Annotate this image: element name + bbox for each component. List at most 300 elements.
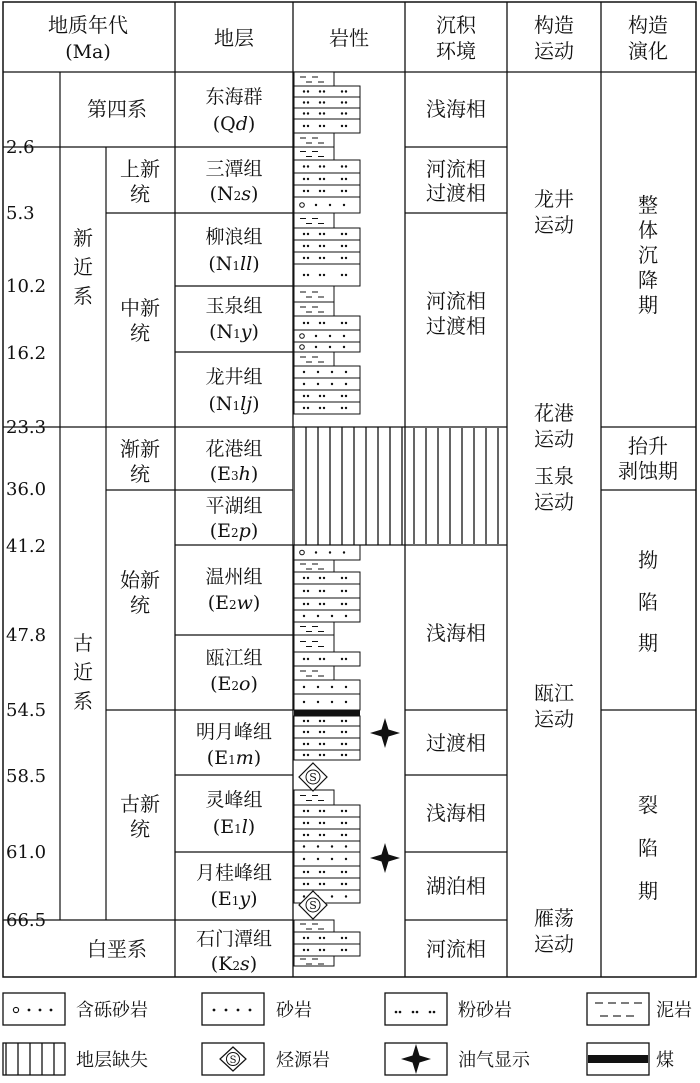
silt-dot — [319, 90, 321, 92]
movement-labels — [534, 187, 574, 956]
formation-code: (N1y) — [209, 321, 259, 343]
formation-name: 月桂峰组 — [195, 862, 273, 884]
silt-dot — [319, 233, 321, 235]
age-label: 36.0 — [6, 479, 47, 500]
lithology-layer — [294, 133, 334, 147]
legend-dot — [39, 1009, 42, 1012]
silt-dot — [341, 90, 343, 92]
silt-dot — [319, 810, 321, 812]
age-label: 58.5 — [6, 766, 47, 787]
sand-dot — [343, 335, 345, 337]
lithology-layer — [294, 666, 334, 680]
silt-dot — [345, 603, 347, 605]
silt-dot — [323, 322, 325, 324]
legend-swatch-pebbly-sandstone — [3, 993, 65, 1025]
lithology-layer — [294, 622, 334, 635]
silt-dot — [307, 822, 309, 824]
silt-dot — [323, 112, 325, 114]
silt-dot — [323, 101, 325, 103]
silt-dot — [345, 90, 347, 92]
silt-dot — [323, 233, 325, 235]
series-oligocene: 渐新 — [120, 437, 160, 461]
sand-dot — [317, 845, 319, 847]
silt-dot — [319, 274, 321, 276]
sand-dot — [329, 204, 331, 206]
system-paleogene: 系 — [73, 689, 93, 713]
evolution-label: 拗 — [638, 548, 658, 572]
silt-dot — [341, 834, 343, 836]
silt-dot — [307, 603, 309, 605]
sand-dot — [317, 383, 319, 385]
silt-dot — [303, 603, 305, 605]
silt-dot — [345, 949, 347, 951]
silt-dot — [341, 407, 343, 409]
oil-gas-show-icon — [370, 843, 400, 873]
silt-dot — [323, 603, 325, 605]
movement-label: 运动 — [534, 427, 574, 451]
header-environment: 环境 — [436, 39, 476, 63]
silt-dot — [319, 407, 321, 409]
silt-dot — [319, 834, 321, 836]
source-rock-icon-letter: S — [309, 771, 317, 784]
silt-dot — [307, 112, 309, 114]
silt-dot — [345, 190, 347, 192]
legend-label-siltstone: 粉砂岩 — [458, 1000, 512, 1021]
silt-dot — [323, 245, 325, 247]
silt-dot — [345, 937, 347, 939]
age-label: 66.5 — [6, 910, 47, 931]
silt-dot — [319, 603, 321, 605]
silt-dot — [319, 395, 321, 397]
formation-code: (N2s) — [209, 183, 259, 205]
silt-dot — [303, 165, 305, 167]
header-stratum: 地层 — [214, 26, 254, 50]
silt-dot — [307, 810, 309, 812]
header-tectonic-evolution: 演化 — [628, 39, 668, 63]
lithology-layer — [294, 956, 334, 966]
hiatus-lithology — [294, 427, 405, 545]
silt-dot — [319, 720, 321, 722]
system-neogene: 近 — [73, 255, 93, 279]
legend-dot — [50, 1009, 53, 1012]
sand-dot — [329, 346, 331, 348]
silt-dot — [307, 257, 309, 259]
silt-dot — [345, 274, 347, 276]
evolution-label: 陷 — [638, 836, 658, 860]
silt-dot — [341, 937, 343, 939]
environment-label: 过渡相 — [426, 314, 486, 338]
silt-dot — [345, 245, 347, 247]
environment-label: 浅海相 — [426, 621, 486, 645]
silt-dot — [319, 245, 321, 247]
silt-dot — [323, 754, 325, 756]
sand-dot — [303, 371, 305, 373]
silt-dot — [303, 233, 305, 235]
silt-dot — [345, 322, 347, 324]
series-oligocene: 统 — [130, 462, 150, 486]
formation-name: 灵峰组 — [205, 789, 263, 811]
silt-dot — [345, 754, 347, 756]
sand-dot — [303, 686, 305, 688]
silt-dot — [345, 407, 347, 409]
legend-swatch-sandstone — [202, 993, 264, 1025]
lithology-layer — [294, 352, 334, 366]
lithology-layer — [294, 147, 334, 160]
silt-dot — [323, 125, 325, 127]
formation-code: (K2s) — [210, 953, 258, 975]
sand-dot — [315, 551, 317, 553]
legend-label-oil-gas: 油气显示 — [458, 1050, 530, 1071]
silt-dot — [345, 822, 347, 824]
silt-dot — [319, 178, 321, 180]
formation-name: 花港组 — [205, 438, 263, 460]
silt-dot — [303, 112, 305, 114]
sand-dot — [303, 895, 305, 897]
sand-dot — [303, 845, 305, 847]
silt-dot — [345, 112, 347, 114]
lithology-layer — [294, 790, 334, 805]
silt-dot — [341, 233, 343, 235]
sand-dot — [303, 701, 305, 703]
hiatus-environment — [406, 428, 506, 544]
silt-dot — [345, 178, 347, 180]
legend-label-sandstone: 砂岩 — [276, 1000, 312, 1021]
silt-dot — [341, 395, 343, 397]
sand-dot — [329, 551, 331, 553]
silt-dot — [307, 590, 309, 592]
silt-dot — [345, 871, 347, 873]
formation-code: (E2w) — [207, 592, 261, 614]
silt-dot — [341, 178, 343, 180]
evolution-label: 整 — [638, 193, 658, 217]
evolution-label: 期 — [638, 293, 658, 317]
silt-dot — [319, 112, 321, 114]
sand-dot — [329, 335, 331, 337]
legend — [3, 993, 692, 1075]
sand-dot — [315, 335, 317, 337]
movement-label: 玉泉 — [534, 464, 574, 488]
formation-labels — [196, 86, 272, 975]
silt-dot — [345, 743, 347, 745]
sand-dot — [317, 701, 319, 703]
formation-name: 瓯江组 — [205, 647, 263, 669]
silt-dot — [341, 603, 343, 605]
formation-name: 东海群 — [205, 86, 263, 108]
header-lithology: 岩性 — [329, 26, 369, 50]
silt-dot — [307, 165, 309, 167]
legend-label-pebbly-sandstone: 含砾砂岩 — [76, 1000, 148, 1021]
system-neogene: 系 — [73, 284, 93, 308]
silt-dot — [307, 90, 309, 92]
silt-dot — [307, 937, 309, 939]
sand-dot — [331, 845, 333, 847]
silt-dot — [323, 577, 325, 579]
silt-dot — [323, 883, 325, 885]
silt-dot — [323, 731, 325, 733]
sand-dot — [345, 858, 347, 860]
silt-dot — [303, 395, 305, 397]
silt-dot — [341, 720, 343, 722]
silt-dot — [323, 90, 325, 92]
silt-dot — [341, 731, 343, 733]
silt-dot — [345, 590, 347, 592]
age-label: 54.5 — [6, 700, 47, 721]
formation-code: (E2p) — [209, 520, 259, 542]
sand-dot — [315, 346, 317, 348]
evolution-label: 裂 — [638, 793, 658, 817]
silt-dot — [323, 871, 325, 873]
source-rock-icon-letter: S — [229, 1055, 237, 1066]
sand-dot — [343, 204, 345, 206]
legend-dot — [28, 1009, 31, 1012]
legend-label-coal: 煤 — [656, 1050, 674, 1071]
sand-dot — [343, 346, 345, 348]
movement-label: 雁荡 — [534, 906, 574, 930]
silt-dot — [319, 322, 321, 324]
sand-dot — [345, 615, 347, 617]
series-paleocene: 古新 — [120, 792, 160, 816]
silt-dot — [345, 577, 347, 579]
sand-dot — [331, 686, 333, 688]
environment-label: 湖泊相 — [426, 874, 486, 898]
series-miocene: 统 — [130, 321, 150, 345]
silt-dot — [341, 743, 343, 745]
formation-code: (E1m) — [206, 747, 262, 769]
sand-dot — [303, 615, 305, 617]
silt-dot — [341, 658, 343, 660]
silt-dot — [319, 743, 321, 745]
silt-dot — [307, 658, 309, 660]
legend-label-mudstone: 泥岩 — [656, 1000, 692, 1021]
series-paleocene: 统 — [130, 817, 150, 841]
series-pliocene: 统 — [130, 182, 150, 206]
formation-name: 玉泉组 — [205, 295, 263, 317]
silt-dot — [341, 101, 343, 103]
sand-dot — [303, 858, 305, 860]
series-eocene: 始新 — [120, 568, 160, 592]
age-label: 23.3 — [6, 417, 47, 438]
silt-dot — [319, 949, 321, 951]
age-labels — [6, 137, 46, 931]
silt-dot — [307, 731, 309, 733]
silt-dot — [345, 257, 347, 259]
silt-dot — [345, 233, 347, 235]
age-label: 61.0 — [6, 842, 47, 863]
sand-dot — [317, 858, 319, 860]
silt-dot — [303, 731, 305, 733]
silt-dot — [341, 274, 343, 276]
silt-dot — [307, 395, 309, 397]
formation-name: 三潭组 — [205, 158, 263, 180]
silt-dot — [341, 125, 343, 127]
environment-label: 过渡相 — [426, 731, 486, 755]
movement-label: 运动 — [534, 213, 574, 237]
lithology-layer — [294, 302, 334, 316]
sand-dot — [345, 383, 347, 385]
sand-dot — [331, 383, 333, 385]
silt-dot — [345, 165, 347, 167]
silt-dot — [307, 871, 309, 873]
movement-label: 花港 — [534, 401, 574, 425]
silt-dot — [345, 834, 347, 836]
sand-dot — [331, 615, 333, 617]
lithology-layer — [294, 920, 334, 932]
sand-dot — [303, 383, 305, 385]
environment-label: 河流相 — [426, 937, 486, 961]
silt-dot — [307, 883, 309, 885]
silt-dot — [307, 322, 309, 324]
silt-dot — [323, 395, 325, 397]
silt-dot — [341, 257, 343, 259]
sand-dot — [331, 371, 333, 373]
formation-name: 明月峰组 — [195, 721, 273, 743]
silt-dot — [307, 834, 309, 836]
silt-dot — [303, 810, 305, 812]
legend-swatch-siltstone — [385, 993, 447, 1025]
legend-dot — [213, 1009, 216, 1012]
sand-dot — [331, 858, 333, 860]
silt-dot — [303, 90, 305, 92]
silt-dot — [307, 178, 309, 180]
silt-dot — [323, 407, 325, 409]
sand-dot — [345, 701, 347, 703]
environment-label: 浅海相 — [426, 97, 486, 121]
silt-dot — [323, 743, 325, 745]
formation-name: 温州组 — [205, 566, 263, 588]
silt-dot — [319, 101, 321, 103]
sand-dot — [345, 845, 347, 847]
evolution-labels — [618, 193, 678, 903]
silt-dot — [341, 822, 343, 824]
formation-name: 平湖组 — [205, 495, 263, 517]
silt-dot — [303, 190, 305, 192]
movement-label: 运动 — [534, 490, 574, 514]
silt-dot — [303, 822, 305, 824]
silt-dot — [319, 822, 321, 824]
formation-code: (E1y) — [210, 888, 258, 910]
silt-dot — [319, 883, 321, 885]
lithology-layer — [294, 286, 334, 302]
silt-dot — [345, 658, 347, 660]
evolution-label: 剥蚀期 — [618, 459, 678, 483]
formation-code: (N1ll) — [208, 253, 260, 275]
silt-dot — [307, 233, 309, 235]
environment-label: 河流相 — [426, 289, 486, 313]
formation-name: 龙井组 — [205, 366, 263, 388]
evolution-label: 期 — [638, 879, 658, 903]
silt-dot — [341, 883, 343, 885]
evolution-label: 陷 — [638, 590, 658, 614]
silt-dot — [307, 949, 309, 951]
silt-dot — [323, 937, 325, 939]
lithology-layer — [294, 72, 334, 86]
legend-swatch-hiatus — [3, 1043, 65, 1075]
silt-dot — [307, 190, 309, 192]
silt-dot — [303, 322, 305, 324]
evolution-label: 抬升 — [628, 434, 668, 458]
age-label: 41.2 — [6, 536, 47, 557]
silt-dot — [303, 743, 305, 745]
lithology-layer — [294, 213, 334, 228]
header-tectonic-movement: 构造 — [534, 13, 574, 37]
movement-label: 龙井 — [534, 187, 574, 211]
system-paleogene: 古 — [73, 631, 93, 655]
header-environment: 沉积 — [436, 13, 476, 37]
silt-dot — [341, 112, 343, 114]
silt-dot — [323, 810, 325, 812]
sand-dot — [317, 615, 319, 617]
age-label: 47.8 — [6, 625, 47, 646]
silt-dot — [307, 245, 309, 247]
evolution-label: 体 — [638, 218, 658, 242]
silt-dot — [341, 165, 343, 167]
header-tectonic-movement: 运动 — [534, 39, 574, 63]
header-age-unit: (Ma) — [65, 41, 111, 63]
silt-dot — [345, 731, 347, 733]
silt-dot — [303, 937, 305, 939]
legend-coal-bar — [588, 1055, 648, 1063]
sand-dot — [345, 686, 347, 688]
silt-dot — [345, 720, 347, 722]
system-cretaceous: 白垩系 — [87, 937, 147, 961]
age-label: 16.2 — [6, 343, 47, 364]
silt-dot — [341, 245, 343, 247]
series-miocene: 中新 — [120, 296, 160, 320]
movement-label: 运动 — [534, 707, 574, 731]
silt-dot — [303, 949, 305, 951]
silt-dot — [307, 407, 309, 409]
silt-dot — [319, 165, 321, 167]
formation-code: (N1lj) — [208, 393, 260, 415]
evolution-label: 期 — [638, 631, 658, 655]
silt-dot — [341, 590, 343, 592]
sand-dot — [315, 204, 317, 206]
silt-dot — [303, 245, 305, 247]
silt-dot — [307, 274, 309, 276]
header-age: 地质年代 — [48, 13, 128, 37]
legend-dot — [249, 1009, 252, 1012]
silt-dot — [323, 658, 325, 660]
silt-dot — [345, 883, 347, 885]
silt-dot — [345, 101, 347, 103]
silt-dot — [303, 834, 305, 836]
silt-dot — [323, 590, 325, 592]
silt-dot — [323, 165, 325, 167]
silt-dot — [307, 720, 309, 722]
silt-dot — [341, 190, 343, 192]
system-quaternary: 第四系 — [87, 97, 147, 121]
movement-label: 瓯江 — [534, 681, 574, 705]
legend-swatch-mudstone — [587, 993, 649, 1025]
sand-dot — [331, 895, 333, 897]
sand-dot — [345, 371, 347, 373]
silt-dot — [345, 810, 347, 812]
series-eocene: 统 — [130, 593, 150, 617]
sand-dot — [345, 895, 347, 897]
silt-dot — [307, 101, 309, 103]
silt-dot — [307, 743, 309, 745]
evolution-label: 降 — [638, 268, 658, 292]
system-neogene: 新 — [73, 226, 93, 250]
silt-dot — [323, 720, 325, 722]
silt-dot — [303, 257, 305, 259]
silt-dot — [345, 125, 347, 127]
silt-dot — [323, 949, 325, 951]
silt-dot — [303, 577, 305, 579]
silt-dot — [303, 658, 305, 660]
legend-dot — [225, 1009, 228, 1012]
silt-dot — [303, 754, 305, 756]
